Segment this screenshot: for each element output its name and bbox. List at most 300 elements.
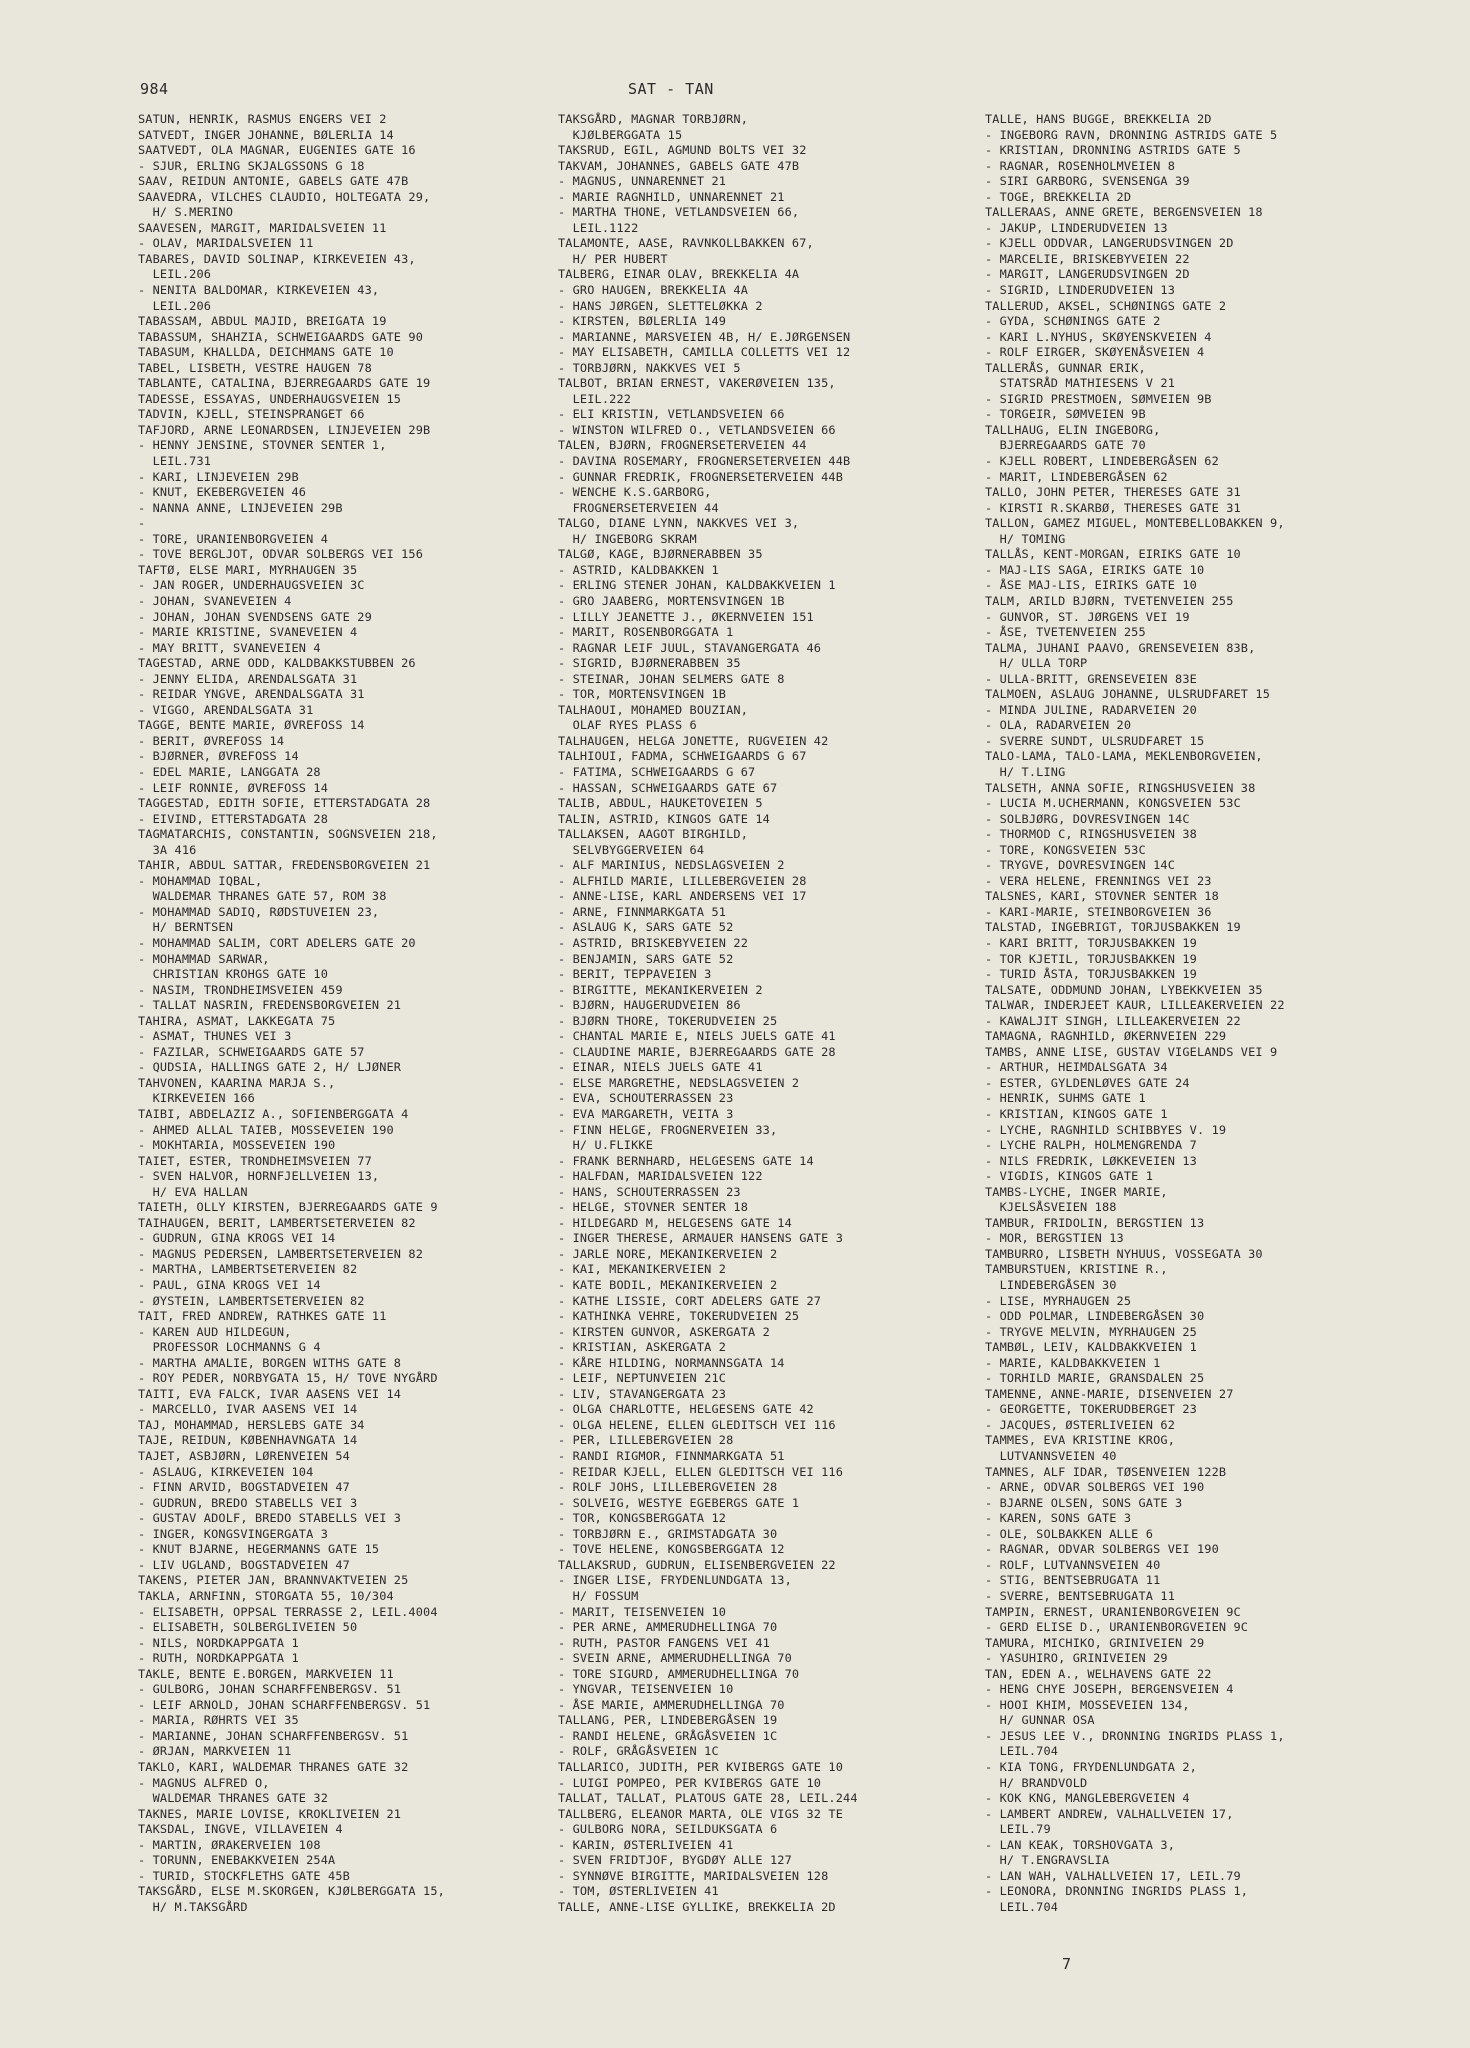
directory-entry-line: - OLGA HELENE, ELLEN GLEDITSCH VEI 116: [558, 1417, 836, 1432]
directory-entry-line: H/ INGEBORG SKRAM: [558, 531, 697, 546]
directory-entry-line: TALLBERG, ELEANOR MARTA, OLE VIGS 32 TE: [558, 1806, 844, 1821]
directory-entry-line: - RAGNAR, ROSENHOLMVEIEN 8: [985, 158, 1176, 173]
directory-entry-line: - KIA TONG, FRYDENLUNDGATA 2,: [985, 1759, 1197, 1774]
directory-entry-line: - MAY ELISABETH, CAMILLA COLLETTS VEI 12: [558, 345, 851, 360]
directory-entry-line: LEIL.704: [985, 1899, 1059, 1914]
directory-entry-line: TALLE, ANNE-LISE GYLLIKE, BREKKELIA 2D: [558, 1899, 836, 1914]
directory-entry-line: - PER, LILLEBERGVEIEN 28: [558, 1433, 734, 1448]
directory-entry-line: - ÅSE MARIE, AMMERUDHELLINGA 70: [558, 1697, 785, 1712]
directory-entry-line: TAGGE, BENTE MARIE, ØVREFOSS 14: [138, 718, 365, 733]
directory-entry-line: SELVBYGGERVEIEN 64: [558, 842, 705, 857]
directory-entry-line: - MARTIN, ØRAKERVEIEN 108: [138, 1837, 321, 1852]
directory-entry-line: TAKSGÅRD, MAGNAR TORBJØRN,: [558, 112, 749, 126]
directory-entry-line: - HILDEGARD M, HELGESENS GATE 14: [558, 1215, 792, 1230]
directory-entry-line: - MAGNUS, UNNARENNET 21: [558, 174, 727, 189]
directory-entry-line: - SOLBJØRG, DOVRESVINGEN 14C: [985, 811, 1190, 826]
directory-entry-line: - ØRJAN, MARKVEIEN 11: [138, 1744, 292, 1759]
directory-entry-line: - OLAV, MARIDALSVEIEN 11: [138, 236, 314, 251]
directory-entry-line: TALLANG, PER, LINDEBERGÅSEN 19: [558, 1713, 778, 1728]
directory-entry-line: H/ GUNNAR OSA: [985, 1713, 1095, 1728]
directory-entry-line: TALHIOUI, FADMA, SCHWEIGAARDS G 67: [558, 749, 807, 764]
directory-entry-line: LINDEBERGÅSEN 30: [985, 1278, 1117, 1293]
directory-entry-line: - TRYGVE, DOVRESVINGEN 14C: [985, 858, 1176, 873]
directory-entry-line: - STEINAR, JOHAN SELMERS GATE 8: [558, 671, 785, 686]
directory-entry-line: - JESUS LEE V., DRONNING INGRIDS PLASS 1,: [985, 1728, 1285, 1743]
directory-entry-line: - MARTHA AMALIE, BORGEN WITHS GATE 8: [138, 1355, 402, 1370]
directory-entry-line: - GUSTAV ADOLF, BREDO STABELLS VEI 3: [138, 1511, 402, 1526]
directory-entry-line: - KATHINKA VEHRE, TOKERUDVEIEN 25: [558, 1309, 800, 1324]
directory-entry-line: - TOVE HELENE, KONGSBERGGATA 12: [558, 1542, 785, 1557]
directory-entry-line: - FINN ARVID, BOGSTADVEIEN 47: [138, 1480, 350, 1495]
directory-entry-line: - INGER, KONGSVINGERGATA 3: [138, 1526, 329, 1541]
directory-entry-line: H/ S.MERINO: [138, 205, 234, 220]
directory-entry-line: - KNUT BJARNE, HEGERMANNS GATE 15: [138, 1542, 380, 1557]
directory-entry-line: TAHVONEN, KAARINA MARJA S.,: [138, 1075, 336, 1090]
directory-entry-line: - TORBJØRN E., GRIMSTADGATA 30: [558, 1526, 778, 1541]
directory-entry-line: TALSTAD, INGEBRIGT, TORJUSBAKKEN 19: [985, 920, 1241, 935]
directory-entry-line: - EINAR, NIELS JUELS GATE 41: [558, 1060, 763, 1075]
directory-entry-line: SAATVEDT, OLA MAGNAR, EUGENIES GATE 16: [138, 143, 416, 158]
directory-entry-line: - KOK KNG, MANGLEBERGVEIEN 4: [985, 1791, 1190, 1806]
directory-entry-line: - MAY BRITT, SVANEVEIEN 4: [138, 640, 321, 655]
directory-entry-line: - TURID ÅSTA, TORJUSBAKKEN 19: [985, 967, 1197, 982]
directory-entry-line: - KRISTIAN, KINGOS GATE 1: [985, 1107, 1168, 1121]
directory-entry-line: H/ FOSSUM: [558, 1588, 639, 1603]
directory-entry-line: - ELISABETH, SOLBERGLIVEIEN 50: [138, 1620, 358, 1635]
directory-entry-line: - MARIT, ROSENBORGGATA 1: [558, 625, 734, 640]
directory-entry-line: - MARIE KRISTINE, SVANEVEIEN 4: [138, 625, 358, 640]
directory-entry-line: - NANNA ANNE, LINJEVEIEN 29B: [138, 500, 343, 515]
directory-entry-line: WALDEMAR THRANES GATE 32: [138, 1791, 329, 1806]
directory-entry-line: - SYNNØVE BIRGITTE, MARIDALSVEIEN 128: [558, 1868, 829, 1883]
directory-entry-line: TALEN, BJØRN, FROGNERSETERVEIEN 44: [558, 438, 807, 453]
directory-entry-line: CHRISTIAN KROHGS GATE 10: [138, 967, 329, 982]
directory-entry-line: - KATE BODIL, MEKANIKERVEIEN 2: [558, 1278, 778, 1293]
directory-entry-line: - KARIN, ØSTERLIVEIEN 41: [558, 1837, 734, 1852]
directory-entry-line: - OLA, RADARVEIEN 20: [985, 718, 1132, 733]
directory-entry-line: - FATIMA, SCHWEIGAARDS G 67: [558, 764, 756, 779]
directory-entry-line: TAKENS, PIETER JAN, BRANNVAKTVEIEN 25: [138, 1573, 409, 1588]
directory-entry-line: TADESSE, ESSAYAS, UNDERHAUGSVEIEN 15: [138, 391, 402, 406]
directory-entry-line: - CLAUDINE MARIE, BJERREGAARDS GATE 28: [558, 1044, 836, 1059]
directory-entry-line: TALHAOUI, MOHAMED BOUZIAN,: [558, 702, 749, 717]
directory-entry-line: - MAJ-LIS SAGA, EIRIKS GATE 10: [985, 562, 1205, 577]
directory-entry-line: - RUTH, PASTOR FANGENS VEI 41: [558, 1635, 770, 1650]
directory-entry-line: TAMURA, MICHIKO, GRINIVEIEN 29: [985, 1635, 1205, 1650]
directory-entry-line: TAGMATARCHIS, CONSTANTIN, SOGNSVEIEN 218,: [138, 827, 438, 842]
directory-entry-line: TALM, ARILD BJØRN, TVETENVEIEN 255: [985, 593, 1234, 608]
directory-entry-line: - TOR, KONGSBERGGATA 12: [558, 1511, 727, 1526]
directory-entry-line: TALO-LAMA, TALO-LAMA, MEKLENBORGVEIEN,: [985, 749, 1263, 764]
directory-entry-line: TAIT, FRED ANDREW, RATHKES GATE 11: [138, 1309, 387, 1324]
directory-entry-line: - KAWALJIT SINGH, LILLEAKERVEIEN 22: [985, 1013, 1241, 1028]
directory-entry-line: - THORMOD C, RINGSHUSVEIEN 38: [985, 827, 1197, 842]
footer-mark: 7: [1062, 1955, 1072, 1973]
directory-entry-line: - RAGNAR LEIF JUUL, STAVANGERGATA 46: [558, 640, 822, 655]
directory-entry-line: - HALFDAN, MARIDALSVEIEN 122: [558, 1169, 763, 1184]
directory-entry-line: - FINN HELGE, FROGNERVEIEN 33,: [558, 1122, 778, 1137]
directory-entry-line: - HASSAN, SCHWEIGAARDS GATE 67: [558, 780, 778, 795]
directory-entry-line: - REIDAR YNGVE, ARENDALSGATA 31: [138, 687, 365, 702]
directory-entry-line: - SVERRE SUNDT, ULSRUDFARET 15: [985, 733, 1205, 748]
directory-entry-line: - DAVINA ROSEMARY, FROGNERSETERVEIEN 44B: [558, 454, 851, 469]
directory-entry-line: LEIL.222: [558, 391, 632, 406]
directory-entry-line: - KAREN, SONS GATE 3: [985, 1511, 1132, 1526]
directory-entry-line: LEIL.1122: [558, 220, 639, 235]
directory-entry-line: - NILS FREDRIK, LØKKEVEIEN 13: [985, 1153, 1197, 1168]
directory-entry-line: TAJET, ASBJØRN, LØRENVEIEN 54: [138, 1449, 350, 1464]
directory-entry-line: - YNGVAR, TEISENVEIEN 10: [558, 1682, 734, 1697]
directory-entry-line: TALGO, DIANE LYNN, NAKKVES VEI 3,: [558, 516, 800, 531]
directory-entry-line: TABASUM, KHALLDA, DEICHMANS GATE 10: [138, 345, 394, 360]
directory-entry-line: - INGER LISE, FRYDENLUNDGATA 13,: [558, 1573, 792, 1588]
directory-entry-line: - ASTRID, BRISKEBYVEIEN 22: [558, 935, 749, 950]
directory-entry-line: - YASUHIRO, GRINIVEIEN 29: [985, 1651, 1168, 1666]
directory-entry-line: - GUNVOR, ST. JØRGENS VEI 19: [985, 609, 1190, 624]
directory-entry-line: - JAKUP, LINDERUDVEIEN 13: [985, 220, 1168, 235]
directory-entry-line: - GUDRUN, BREDO STABELLS VEI 3: [138, 1495, 358, 1510]
directory-entry-line: - JOHAN, JOHAN SVENDSENS GATE 29: [138, 609, 372, 624]
directory-entry-line: - KÅRE HILDING, NORMANNSGATA 14: [558, 1355, 785, 1370]
directory-entry-line: H/ T.ENGRAVSLIA: [985, 1853, 1110, 1868]
directory-entry-line: TAMBURRO, LISBETH NYHUUS, VOSSEGATA 30: [985, 1246, 1263, 1261]
directory-entry-line: TAMBURSTUEN, KRISTINE R.,: [985, 1262, 1168, 1277]
directory-entry-line: TALMOEN, ASLAUG JOHANNE, ULSRUDFARET 15: [985, 687, 1271, 702]
directory-entry-line: - TOGE, BREKKELIA 2D: [985, 189, 1132, 204]
directory-entry-line: - LEIF, NEPTUNVEIEN 21C: [558, 1371, 727, 1386]
directory-entry-line: - TORUNN, ENEBAKKVEIEN 254A: [138, 1853, 336, 1868]
directory-entry-line: TAIHAUGEN, BERIT, LAMBERTSETERVEIEN 82: [138, 1215, 416, 1230]
directory-entry-line: - BERIT, ØVREFOSS 14: [138, 733, 285, 748]
directory-entry-line: - FRANK BERNHARD, HELGESENS GATE 14: [558, 1153, 814, 1168]
directory-entry-line: TALIN, ASTRID, KINGOS GATE 14: [558, 811, 770, 826]
directory-entry-line: TAMBUR, FRIDOLIN, BERGSTIEN 13: [985, 1215, 1205, 1230]
page-heading: SAT - TAN: [628, 80, 714, 98]
directory-entry-line: - KARI, LINJEVEIEN 29B: [138, 469, 299, 484]
directory-entry-line: - HOOI KHIM, MOSSEVEIEN 134,: [985, 1697, 1190, 1712]
directory-entry-line: TAKLA, ARNFINN, STORGATA 55, 10/304: [138, 1588, 394, 1603]
directory-entry-line: TAMBS-LYCHE, INGER MARIE,: [985, 1184, 1168, 1199]
directory-entry-line: KJØLBERGGATA 15: [558, 127, 683, 142]
directory-entry-line: LUTVANNSVEIEN 40: [985, 1449, 1117, 1464]
directory-entry-line: TALSNES, KARI, STOVNER SENTER 18: [985, 889, 1219, 904]
directory-entry-line: - SVEN FRIDTJOF, BYGDØY ALLE 127: [558, 1853, 792, 1868]
directory-entry-line: STATSRÅD MATHIESENS V 21: [985, 376, 1176, 391]
directory-entry-line: - BJARNE OLSEN, SONS GATE 3: [985, 1495, 1183, 1510]
directory-entry-line: - JACQUES, ØSTERLIVEIEN 62: [985, 1417, 1176, 1432]
directory-entry-line: TALLERUD, AKSEL, SCHØNINGS GATE 2: [985, 298, 1227, 313]
directory-entry-line: TAGGESTAD, EDITH SOFIE, ETTERSTADGATA 28: [138, 796, 431, 811]
directory-entry-line: - JAN ROGER, UNDERHAUGSVEIEN 3C: [138, 578, 365, 593]
directory-entry-line: TAKSRUD, EGIL, AGMUND BOLTS VEI 32: [558, 143, 807, 158]
directory-entry-line: - BERIT, TEPPAVEIEN 3: [558, 967, 712, 982]
directory-entry-line: - JOHAN, SVANEVEIEN 4: [138, 593, 292, 608]
directory-entry-line: - PAUL, GINA KROGS VEI 14: [138, 1278, 321, 1293]
directory-entry-line: - OLE, SOLBAKKEN ALLE 6: [985, 1526, 1154, 1541]
directory-entry-line: TAHIRA, ASMAT, LAKKEGATA 75: [138, 1013, 336, 1028]
directory-entry-line: - ROLF JOHS, LILLEBERGVEIEN 28: [558, 1480, 778, 1495]
directory-entry-line: KJELSÅSVEIEN 188: [985, 1200, 1117, 1215]
directory-entry-line: TALLO, JOHN PETER, THERESES GATE 31: [985, 485, 1241, 500]
directory-entry-line: - HENNY JENSINE, STOVNER SENTER 1,: [138, 438, 387, 453]
directory-entry-line: - GEORGETTE, TOKERUDBERGET 23: [985, 1402, 1197, 1417]
directory-entry-line: - BIRGITTE, MEKANIKERVEIEN 2: [558, 982, 763, 997]
directory-entry-line: - KNUT, EKEBERGVEIEN 46: [138, 485, 307, 500]
directory-entry-line: - FAZILAR, SCHWEIGAARDS GATE 57: [138, 1044, 365, 1059]
directory-entry-line: - SJUR, ERLING SKJALGSSONS G 18: [138, 158, 365, 173]
directory-entry-line: - NENITA BALDOMAR, KIRKEVEIEN 43,: [138, 283, 380, 298]
directory-entry-line: TAMNES, ALF IDAR, TØSENVEIEN 122B: [985, 1464, 1227, 1479]
directory-entry-line: - WENCHE K.S.GARBORG,: [558, 485, 712, 500]
directory-column-2: [558, 112, 978, 1915]
directory-entry-line: - MARGIT, LANGERUDSVINGEN 2D: [985, 267, 1190, 282]
directory-entry-line: TAJ, MOHAMMAD, HERSLEBS GATE 34: [138, 1417, 365, 1432]
directory-entry-line: BJERREGAARDS GATE 70: [985, 438, 1146, 453]
directory-entry-line: - TALLAT NASRIN, FREDENSBORGVEIEN 21: [138, 998, 402, 1013]
directory-entry-line: - KJELL ROBERT, LINDEBERGÅSEN 62: [985, 454, 1219, 469]
directory-entry-line: - ASLAUG K, SARS GATE 52: [558, 920, 734, 935]
directory-entry-line: - SVEIN ARNE, AMMERUDHELLINGA 70: [558, 1651, 792, 1666]
directory-entry-line: TAJE, REIDUN, KØBENHAVNGATA 14: [138, 1433, 358, 1448]
directory-entry-line: - RANDI HELENE, GRÅGÅSVEIEN 1C: [558, 1728, 778, 1743]
directory-entry-line: TABLANTE, CATALINA, BJERREGAARDS GATE 19: [138, 376, 431, 391]
directory-entry-line: - SIRI GARBORG, SVENSENGA 39: [985, 174, 1190, 189]
directory-entry-line: - TOM, ØSTERLIVEIEN 41: [558, 1884, 719, 1899]
directory-entry-line: - LUCIA M.UCHERMANN, KONGSVEIEN 53C: [985, 796, 1241, 811]
directory-entry-line: - LAN WAH, VALHALLVEIEN 17, LEIL.79: [985, 1868, 1241, 1883]
directory-entry-line: - ASLAUG, KIRKEVEIEN 104: [138, 1464, 314, 1479]
directory-entry-line: - MINDA JULINE, RADARVEIEN 20: [985, 702, 1197, 717]
directory-entry-line: - EVA, SCHOUTERRASSEN 23: [558, 1091, 734, 1106]
directory-entry-line: TALLARICO, JUDITH, PER KVIBERGS GATE 10: [558, 1759, 844, 1774]
directory-entry-line: - TORE, URANIENBORGVEIEN 4: [138, 531, 329, 546]
directory-entry-line: TABARES, DAVID SOLINAP, KIRKEVEIEN 43,: [138, 251, 416, 266]
directory-entry-line: - LYCHE RALPH, HOLMENGRENDA 7: [985, 1138, 1197, 1153]
directory-entry-line: - LYCHE, RAGNHILD SCHIBBYES V. 19: [985, 1122, 1227, 1137]
directory-entry-line: - ARNE, FINNMARKGATA 51: [558, 904, 727, 919]
directory-entry-line: - GRO JAABERG, MORTENSVINGEN 1B: [558, 593, 785, 608]
directory-entry-line: TALGØ, KAGE, BJØRNERABBEN 35: [558, 547, 763, 562]
directory-entry-line: - HENRIK, SUHMS GATE 1: [985, 1091, 1146, 1106]
directory-entry-line: LEIL.206: [138, 267, 212, 282]
directory-entry-line: TALLÅS, KENT-MORGAN, EIRIKS GATE 10: [985, 547, 1241, 562]
directory-entry-line: TALLHAUG, ELIN INGEBORG,: [985, 422, 1161, 437]
directory-entry-line: TAIETH, OLLY KIRSTEN, BJERREGAARDS GATE 9: [138, 1200, 438, 1215]
directory-entry-line: - TRYGVE MELVIN, MYRHAUGEN 25: [985, 1324, 1197, 1339]
directory-entry-line: - ARNE, ODVAR SOLBERGS VEI 190: [985, 1480, 1205, 1495]
directory-entry-line: - VIGDIS, KINGOS GATE 1: [985, 1169, 1154, 1184]
directory-entry-line: - SIGRID PRESTMOEN, SØMVEIEN 9B: [985, 391, 1212, 406]
directory-entry-line: - NASIM, TRONDHEIMSVEIEN 459: [138, 982, 343, 997]
directory-entry-line: PROFESSOR LOCHMANNS G 4: [138, 1340, 321, 1355]
directory-entry-line: TAHIR, ABDUL SATTAR, FREDENSBORGVEIEN 21: [138, 858, 431, 873]
directory-entry-line: - BJØRN THORE, TOKERUDVEIEN 25: [558, 1013, 778, 1028]
directory-entry-line: - MARIA, RØHRTS VEI 35: [138, 1713, 299, 1728]
directory-entry-line: TALLAT, TALLAT, PLATOUS GATE 28, LEIL.244: [558, 1791, 858, 1806]
directory-entry-line: TAIET, ESTER, TRONDHEIMSVEIEN 77: [138, 1153, 372, 1168]
directory-entry-line: - VIGGO, ARENDALSGATA 31: [138, 702, 314, 717]
directory-entry-line: - SOLVEIG, WESTYE EGEBERGS GATE 1: [558, 1495, 800, 1510]
directory-entry-line: 3A 416: [138, 842, 197, 857]
directory-entry-line: SAAV, REIDUN ANTONIE, GABELS GATE 47B: [138, 174, 409, 189]
directory-entry-line: - KJELL ODDVAR, LANGERUDSVINGEN 2D: [985, 236, 1234, 251]
directory-entry-line: -: [138, 516, 146, 531]
directory-entry-line: - MARTHA, LAMBERTSETERVEIEN 82: [138, 1262, 358, 1277]
directory-entry-line: TAFTØ, ELSE MARI, MYRHAUGEN 35: [138, 562, 358, 577]
directory-entry-line: - TORE SIGURD, AMMERUDHELLINGA 70: [558, 1666, 800, 1681]
directory-entry-line: TALLERÅS, GUNNAR ERIK,: [985, 360, 1146, 375]
directory-entry-line: - ELI KRISTIN, VETLANDSVEIEN 66: [558, 407, 785, 422]
directory-entry-line: TAMMES, EVA KRISTINE KROG,: [985, 1433, 1176, 1448]
directory-entry-line: H/ PER HUBERT: [558, 251, 668, 266]
directory-entry-line: SAAVEDRA, VILCHES CLAUDIO, HOLTEGATA 29,: [138, 189, 431, 204]
directory-entry-line: KIRKEVEIEN 166: [138, 1091, 255, 1106]
directory-entry-line: - QUDSIA, HALLINGS GATE 2, H/ LJØNER: [138, 1060, 402, 1075]
directory-entry-line: - MARIANNE, MARSVEIEN 4B, H/ E.JØRGENSEN: [558, 329, 851, 344]
directory-entry-line: TALBOT, BRIAN ERNEST, VAKERØVEIEN 135,: [558, 376, 836, 391]
directory-entry-line: - ERLING STENER JOHAN, KALDBAKKVEIEN 1: [558, 578, 836, 593]
directory-entry-line: TALMA, JUHANI PAAVO, GRENSEVEIEN 83B,: [985, 640, 1256, 655]
directory-entry-line: TALAMONTE, AASE, RAVNKOLLBAKKEN 67,: [558, 236, 814, 251]
directory-entry-line: - ØYSTEIN, LAMBERTSETERVEIEN 82: [138, 1293, 365, 1308]
directory-entry-line: H/ U.FLIKKE: [558, 1138, 654, 1153]
directory-entry-line: - ULLA-BRITT, GRENSEVEIEN 83E: [985, 671, 1197, 686]
directory-entry-line: - MARCELLO, IVAR AASENS VEI 14: [138, 1402, 358, 1417]
directory-entry-line: - MARIT, LINDEBERGÅSEN 62: [985, 469, 1168, 484]
directory-entry-line: H/ BERNTSEN: [138, 920, 234, 935]
directory-entry-line: TAMPIN, ERNEST, URANIENBORGVEIEN 9C: [985, 1604, 1241, 1619]
directory-entry-line: TAKSGÅRD, ELSE M.SKORGEN, KJØLBERGGATA 15,: [138, 1884, 445, 1899]
directory-entry-line: - MARIE RAGNHILD, UNNARENNET 21: [558, 189, 785, 204]
directory-column-3: [985, 112, 1405, 1915]
directory-entry-line: - VERA HELENE, FRENNINGS VEI 23: [985, 873, 1212, 888]
directory-entry-line: LEIL.79: [985, 1822, 1051, 1837]
directory-entry-line: TALLAKSEN, AAGOT BIRGHILD,: [558, 827, 749, 842]
directory-entry-line: - RUTH, NORDKAPPGATA 1: [138, 1651, 299, 1666]
directory-entry-line: - GYDA, SCHØNINGS GATE 2: [985, 314, 1161, 329]
directory-entry-line: - SVEN HALVOR, HORNFJELLVEIEN 13,: [138, 1169, 380, 1184]
directory-entry-line: TAMBS, ANNE LISE, GUSTAV VIGELANDS VEI 9: [985, 1044, 1278, 1059]
directory-entry-line: - EIVIND, ETTERSTADGATA 28: [138, 811, 329, 826]
directory-entry-line: - KIRSTI R.SKARBØ, THERESES GATE 31: [985, 500, 1241, 515]
directory-entry-line: - HELGE, STOVNER SENTER 18: [558, 1200, 749, 1215]
directory-entry-line: - ELSE MARGRETHE, NEDSLAGSVEIEN 2: [558, 1075, 800, 1090]
directory-entry-line: TAGESTAD, ARNE ODD, KALDBAKKSTUBBEN 26: [138, 656, 416, 671]
directory-entry-line: TAKLO, KARI, WALDEMAR THRANES GATE 32: [138, 1759, 409, 1774]
directory-entry-line: - KIRSTEN, BØLERLIA 149: [558, 314, 727, 329]
directory-entry-line: - PER ARNE, AMMERUDHELLINGA 70: [558, 1620, 778, 1635]
directory-entry-line: - ROY PEDER, NORBYGATA 15, H/ TOVE NYGÅRD: [138, 1371, 438, 1386]
directory-entry-line: - KRISTIAN, ASKERGATA 2: [558, 1340, 727, 1355]
directory-entry-line: TALBERG, EINAR OLAV, BREKKELIA 4A: [558, 267, 800, 282]
directory-entry-line: - KIRSTEN GUNVOR, ASKERGATA 2: [558, 1324, 770, 1339]
directory-entry-line: TAFJORD, ARNE LEONARDSEN, LINJEVEIEN 29B: [138, 422, 431, 437]
directory-entry-line: - MAGNUS ALFRED O,: [138, 1775, 270, 1790]
directory-entry-line: - OLGA CHARLOTTE, HELGESENS GATE 42: [558, 1402, 814, 1417]
directory-entry-line: TALWAR, INDERJEET KAUR, LILLEAKERVEIEN 22: [985, 998, 1285, 1013]
directory-entry-line: - ALF MARINIUS, NEDSLAGSVEIEN 2: [558, 858, 785, 873]
directory-entry-line: - STIG, BENTSEBRUGATA 11: [985, 1573, 1161, 1588]
directory-entry-line: TADVIN, KJELL, STEINSPRANGET 66: [138, 407, 365, 422]
directory-entry-line: TAN, EDEN A., WELHAVENS GATE 22: [985, 1666, 1212, 1681]
directory-entry-line: TALLERAAS, ANNE GRETE, BERGENSVEIEN 18: [985, 205, 1263, 220]
directory-entry-line: - TORBJØRN, NAKKVES VEI 5: [558, 360, 741, 375]
directory-entry-line: - GULBORG, JOHAN SCHARFFENBERGSV. 51: [138, 1682, 402, 1697]
directory-entry-line: - GERD ELISE D., URANIENBORGVEIEN 9C: [985, 1620, 1249, 1635]
directory-entry-line: - JARLE NORE, MEKANIKERVEIEN 2: [558, 1246, 778, 1261]
directory-entry-line: - ANNE-LISE, KARL ANDERSENS VEI 17: [558, 889, 807, 904]
directory-entry-line: H/ T.LING: [985, 764, 1066, 779]
directory-entry-line: - TORGEIR, SØMVEIEN 9B: [985, 407, 1146, 422]
directory-entry-line: - LIV, STAVANGERGATA 23: [558, 1386, 727, 1401]
directory-entry-line: - ROLF EIRGER, SKØYENÅSVEIEN 4: [985, 345, 1205, 360]
directory-entry-line: TAKNES, MARIE LOVISE, KROKLIVEIEN 21: [138, 1806, 402, 1821]
page-number: 984: [140, 80, 169, 98]
directory-entry-line: - BJØRN, HAUGERUDVEIEN 86: [558, 998, 741, 1013]
directory-entry-line: TABASSAM, ABDUL MAJID, BREIGATA 19: [138, 314, 387, 329]
directory-entry-line: - SIGRID, BJØRNERABBEN 35: [558, 656, 741, 671]
directory-entry-line: FROGNERSETERVEIEN 44: [558, 500, 719, 515]
directory-entry-line: TALSATE, ODDMUND JOHAN, LYBEKKVEIEN 35: [985, 982, 1263, 997]
directory-entry-line: TABEL, LISBETH, VESTRE HAUGEN 78: [138, 360, 372, 375]
directory-entry-line: - BENJAMIN, SARS GATE 52: [558, 951, 734, 966]
directory-entry-line: - EVA MARGARETH, VEITA 3: [558, 1107, 734, 1121]
directory-entry-line: TAMAGNA, RAGNHILD, ØKERNVEIEN 229: [985, 1029, 1227, 1044]
directory-entry-line: - LEONORA, DRONNING INGRIDS PLASS 1,: [985, 1884, 1249, 1899]
directory-entry-line: H/ ULLA TORP: [985, 656, 1088, 671]
directory-entry-line: - REIDAR KJELL, ELLEN GLEDITSCH VEI 116: [558, 1464, 844, 1479]
directory-entry-line: - KARI BRITT, TORJUSBAKKEN 19: [985, 935, 1197, 950]
directory-entry-line: TALSETH, ANNA SOFIE, RINGSHUSVEIEN 38: [985, 780, 1256, 795]
directory-entry-line: - KRISTIAN, DRONNING ASTRIDS GATE 5: [985, 143, 1241, 158]
directory-entry-line: - TOVE BERGLJOT, ODVAR SOLBERGS VEI 156: [138, 547, 424, 562]
directory-entry-line: OLAF RYES PLASS 6: [558, 718, 697, 733]
directory-entry-line: - LEIF ARNOLD, JOHAN SCHARFFENBERGSV. 51: [138, 1697, 431, 1712]
directory-entry-line: TALIB, ABDUL, HAUKETOVEIEN 5: [558, 796, 763, 811]
directory-entry-line: - EDEL MARIE, LANGGATA 28: [138, 764, 321, 779]
directory-entry-line: - ALFHILD MARIE, LILLEBERGVEIEN 28: [558, 873, 807, 888]
directory-entry-line: TAMENNE, ANNE-MARIE, DISENVEIEN 27: [985, 1386, 1234, 1401]
directory-entry-line: TAKVAM, JOHANNES, GABELS GATE 47B: [558, 158, 800, 173]
directory-entry-line: - KAI, MEKANIKERVEIEN 2: [558, 1262, 727, 1277]
directory-entry-line: - MOKHTARIA, MOSSEVEIEN 190: [138, 1138, 336, 1153]
directory-entry-line: TAIBI, ABDELAZIZ A., SOFIENBERGGATA 4: [138, 1107, 409, 1121]
directory-entry-line: - MOR, BERGSTIEN 13: [985, 1231, 1124, 1246]
directory-entry-line: - NILS, NORDKAPPGATA 1: [138, 1635, 299, 1650]
directory-entry-line: - MOHAMMAD SADIQ, RØDSTUVEIEN 23,: [138, 904, 380, 919]
directory-entry-line: - INGER THERESE, ARMAUER HANSENS GATE 3: [558, 1231, 844, 1246]
directory-entry-line: - GRO HAUGEN, BREKKELIA 4A: [558, 283, 749, 298]
directory-entry-line: - ÅSE, TVETENVEIEN 255: [985, 625, 1146, 640]
directory-entry-line: TALLON, GAMEZ MIGUEL, MONTEBELLOBAKKEN 9,: [985, 516, 1285, 531]
directory-entry-line: SATUN, HENRIK, RASMUS ENGERS VEI 2: [138, 112, 387, 126]
directory-entry-line: - MOHAMMAD SARWAR,: [138, 951, 270, 966]
directory-entry-line: SATVEDT, INGER JOHANNE, BØLERLIA 14: [138, 127, 394, 142]
directory-entry-line: LEIL.704: [985, 1744, 1059, 1759]
directory-entry-line: WALDEMAR THRANES GATE 57, ROM 38: [138, 889, 387, 904]
directory-entry-line: - ARTHUR, HEIMDALSGATA 34: [985, 1060, 1168, 1075]
directory-entry-line: - KARI-MARIE, STEINBORGVEIEN 36: [985, 904, 1212, 919]
directory-entry-line: TAKLE, BENTE E.BORGEN, MARKVEIEN 11: [138, 1666, 394, 1681]
directory-entry-line: H/ EVA HALLAN: [138, 1184, 248, 1199]
directory-entry-line: - TOR, MORTENSVINGEN 1B: [558, 687, 727, 702]
directory-entry-line: SAAVESEN, MARGIT, MARIDALSVEIEN 11: [138, 220, 387, 235]
directory-entry-line: - TOR KJETIL, TORJUSBAKKEN 19: [985, 951, 1197, 966]
directory-entry-line: - GULBORG NORA, SEILDUKSGATA 6: [558, 1822, 778, 1837]
directory-entry-line: - MOHAMMAD SALIM, CORT ADELERS GATE 20: [138, 935, 416, 950]
directory-entry-line: - TURID, STOCKFLETHS GATE 45B: [138, 1868, 350, 1883]
directory-entry-line: TAKSDAL, INGVE, VILLAVEIEN 4: [138, 1822, 343, 1837]
